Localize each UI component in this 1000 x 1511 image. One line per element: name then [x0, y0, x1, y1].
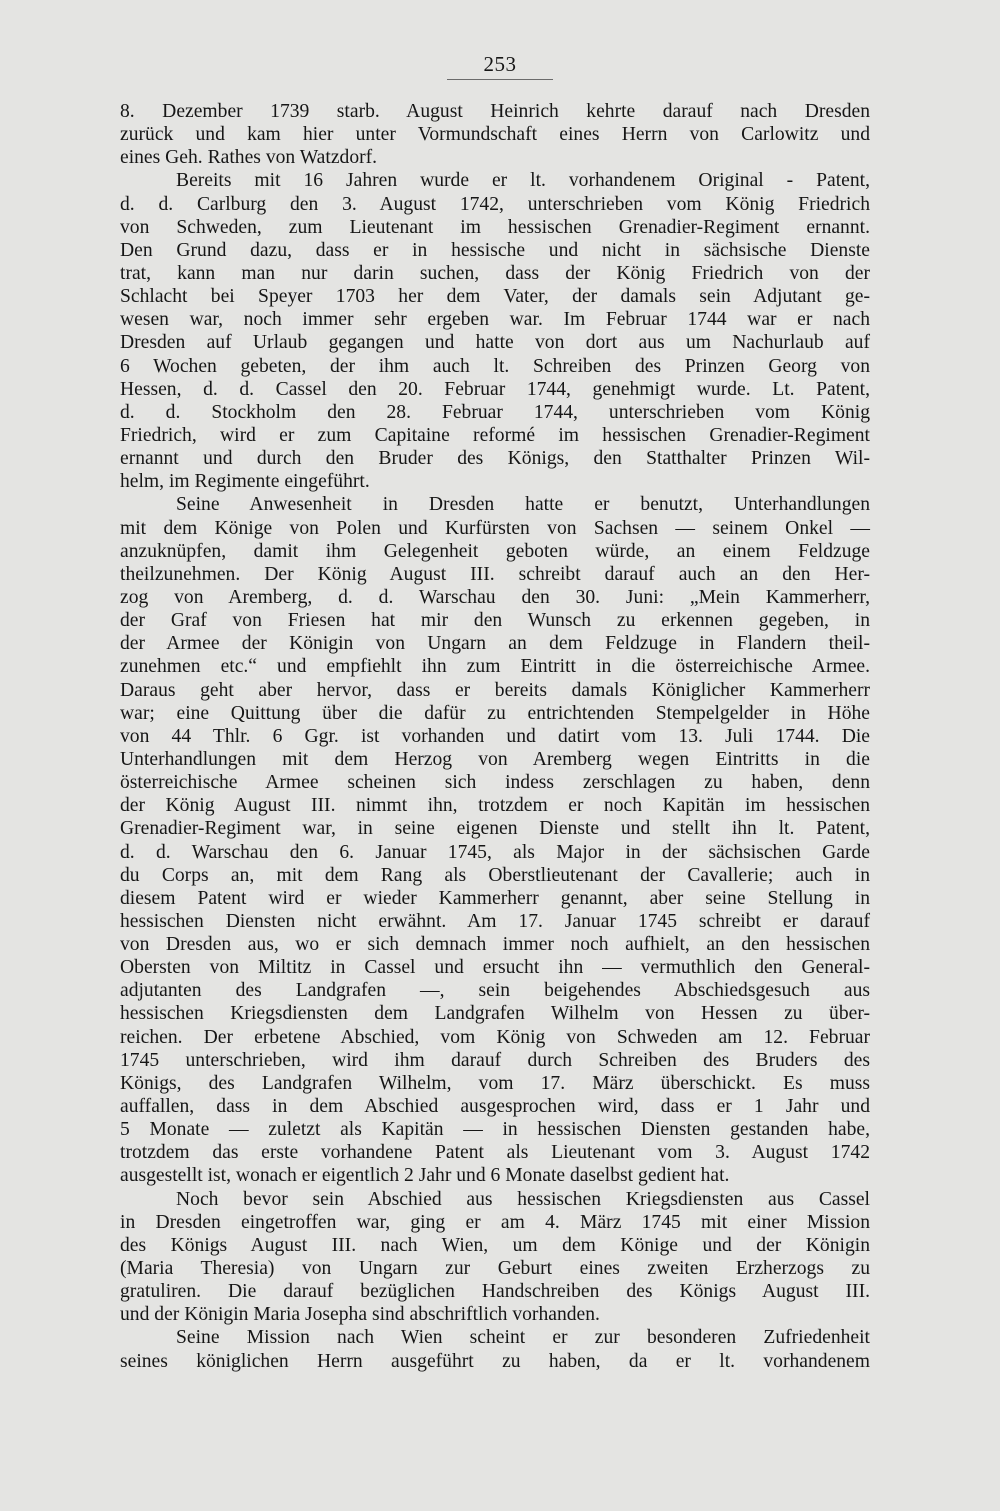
text-line: von Schweden, zum Lieutenant im hessischen Grenadier-Regiment ernannt.	[120, 216, 870, 238]
text-line: mit dem Könige von Polen und Kurfürsten von Sachsen — seinem Onkel —	[120, 517, 870, 539]
text-line: und der Königin Maria Josepha sind abschriftlich vorhanden.	[120, 1304, 600, 1326]
text-line: trotzdem das erste vorhandene Patent als Lieutenant vom 3. August 1742	[120, 1142, 870, 1164]
text-line: der Armee der Königin von Ungarn an dem Feldzuge in Flandern theil-	[120, 633, 870, 655]
text-line: adjutanten des Landgrafen —, sein beigehendes Abschiedsgesuch aus	[120, 980, 870, 1002]
text-line: von Dresden aus, wo er sich demnach immer noch aufhielt, an den hessischen	[120, 934, 870, 956]
text-line: eines Geh. Rathes von Watzdorf.	[120, 147, 378, 169]
text-line: Daraus geht aber hervor, dass er bereits damals Königlicher Kammerherr	[120, 679, 870, 701]
text-line: d. d. Carlburg den 3. August 1742, unterschrieben vom König Friedrich	[120, 193, 870, 215]
text-line: (Maria Theresia) von Ungarn zur Geburt eines zweiten Erzherzogs zu	[120, 1258, 870, 1280]
text-line: 6 Wochen gebeten, der ihm auch lt. Schreiben des Prinzen Georg von	[120, 355, 870, 377]
text-line: reichen. Der erbetene Abschied, vom König von Schweden am 12. Februar	[120, 1026, 870, 1048]
text-line: du Corps an, mit dem Rang als Oberstlieutenant der Cavallerie; auch in	[120, 864, 870, 886]
text-line: anzuknüpfen, damit ihm Gelegenheit geboten würde, an einem Feldzuge	[120, 540, 870, 562]
text-line: hessischen Kriegsdiensten dem Landgrafen Wilhelm von Hessen zu über-	[120, 1003, 870, 1025]
text-line: Seine Mission nach Wien scheint er zur besonderen Zufriedenheit	[176, 1327, 870, 1349]
text-line: des Königs August III. nach Wien, um dem Könige und der Königin	[120, 1234, 870, 1256]
text-line: ausgestellt ist, wonach er eigentlich 2 Jahr und 6 Monate daselbst gedient hat.	[120, 1165, 730, 1187]
text-line: d. d. Warschau den 6. Januar 1745, als Major in der sächsischen Garde	[120, 841, 870, 863]
text-line: hessischen Diensten nicht erwähnt. Am 17. Januar 1745 schreibt er darauf	[120, 910, 870, 932]
text-line: 1745 unterschrieben, wird ihm darauf durch Schreiben des Bruders des	[120, 1049, 870, 1071]
paragraph	[120, 169, 870, 493]
text-line: 5 Monate — zuletzt als Kapitän — in hessischen Diensten gestanden habe,	[120, 1119, 870, 1141]
text-line: zurück und kam hier unter Vormundschaft eines Herrn von Carlowitz und	[120, 124, 870, 146]
text-line: wesen war, noch immer sehr ergeben war. Im Februar 1744 war er nach	[120, 309, 870, 331]
header-rule	[447, 79, 553, 80]
text-line: theilzunehmen. Der König August III. schreibt darauf auch an den Her-	[120, 563, 870, 585]
text-line: d. d. Stockholm den 28. Februar 1744, unterschrieben vom König	[120, 401, 870, 423]
text-line: diesem Patent wird er wieder Kammerherr genannt, aber seine Stellung in	[120, 887, 870, 909]
text-line: der König August III. nimmt ihn, trotzdem er noch Kapitän im hessischen	[120, 795, 870, 817]
text-line: österreichische Armee scheinen sich indess zerschlagen zu haben, denn	[120, 772, 870, 794]
text-line: trat, kann man nur darin suchen, dass der König Friedrich von der	[120, 262, 870, 284]
text-line: Seine Anwesenheit in Dresden hatte er benutzt, Unterhandlungen	[176, 494, 870, 516]
text-line: Friedrich, wird er zum Capitaine reformé im hessischen Grenadier-Regiment	[120, 424, 870, 446]
text-line: 8. Dezember 1739 starb. August Heinrich kehrte darauf nach Dresden	[120, 101, 870, 122]
paragraph	[120, 1326, 870, 1372]
text-line: helm, im Regimente eingeführt.	[120, 471, 370, 493]
text-line: war; eine Quittung über die dafür zu entrichtenden Stempelgelder in Höhe	[120, 702, 870, 724]
text-line: Hessen, d. d. Cassel den 20. Februar 1744, genehmigt wurde. Lt. Patent,	[120, 378, 870, 400]
text-line: Den Grund dazu, dass er in hessische und nicht in sächsische Dienste	[120, 239, 870, 261]
text-line: Noch bevor sein Abschied aus hessischen Kriegsdiensten aus Cassel	[176, 1188, 870, 1210]
text-line: ernannt und durch den Bruder des Königs, den Statthalter Prinzen Wil-	[120, 448, 870, 470]
text-line: Obersten von Miltitz in Cassel und ersucht ihn — vermuthlich den General-	[120, 957, 870, 979]
text-line: der Graf von Friesen hat mir den Wunsch zu erkennen gegeben, in	[120, 610, 870, 632]
text-line: zog von Aremberg, d. d. Warschau den 30. Juni: „Mein Kammerherr,	[120, 586, 870, 608]
text-line: Bereits mit 16 Jahren wurde er lt. vorhandenem Original - Patent,	[176, 170, 870, 192]
text-line: von 44 Thlr. 6 Ggr. ist vorhanden und datirt vom 13. Juli 1744. Die	[120, 725, 870, 747]
text-line: Schlacht bei Speyer 1703 her dem Vater, der damals sein Adjutant ge-	[120, 286, 870, 308]
text-line: Grenadier-Regiment war, in seine eigenen Dienste und stellt ihn lt. Patent,	[120, 818, 870, 840]
paragraph	[120, 1188, 870, 1327]
text-line: zunehmen etc.“ und empfiehlt ihn zum Eintritt in die österreichische Armee.	[120, 656, 870, 678]
body-text	[120, 100, 870, 1373]
paragraph	[120, 100, 870, 169]
text-line: auffallen, dass in dem Abschied ausgesprochen wird, dass er 1 Jahr und	[120, 1096, 870, 1118]
text-line: in Dresden eingetroffen war, ging er am 4. März 1745 mit einer Mission	[120, 1211, 870, 1233]
text-line: Unterhandlungen mit dem Herzog von Aremberg wegen Eintritts in die	[120, 748, 870, 770]
text-line: Königs, des Landgrafen Wilhelm, vom 17. März überschickt. Es muss	[120, 1072, 870, 1094]
text-line: gratuliren. Die darauf bezüglichen Handschreiben des Königs August III.	[120, 1281, 870, 1303]
text-line: Dresden auf Urlaub gegangen und hatte von dort aus um Nachurlaub auf	[120, 332, 870, 354]
text-line: seines königlichen Herrn ausgeführt zu haben, da er lt. vorhandenem	[120, 1350, 870, 1372]
page-number: 253	[483, 52, 517, 76]
paragraph	[120, 493, 870, 1187]
